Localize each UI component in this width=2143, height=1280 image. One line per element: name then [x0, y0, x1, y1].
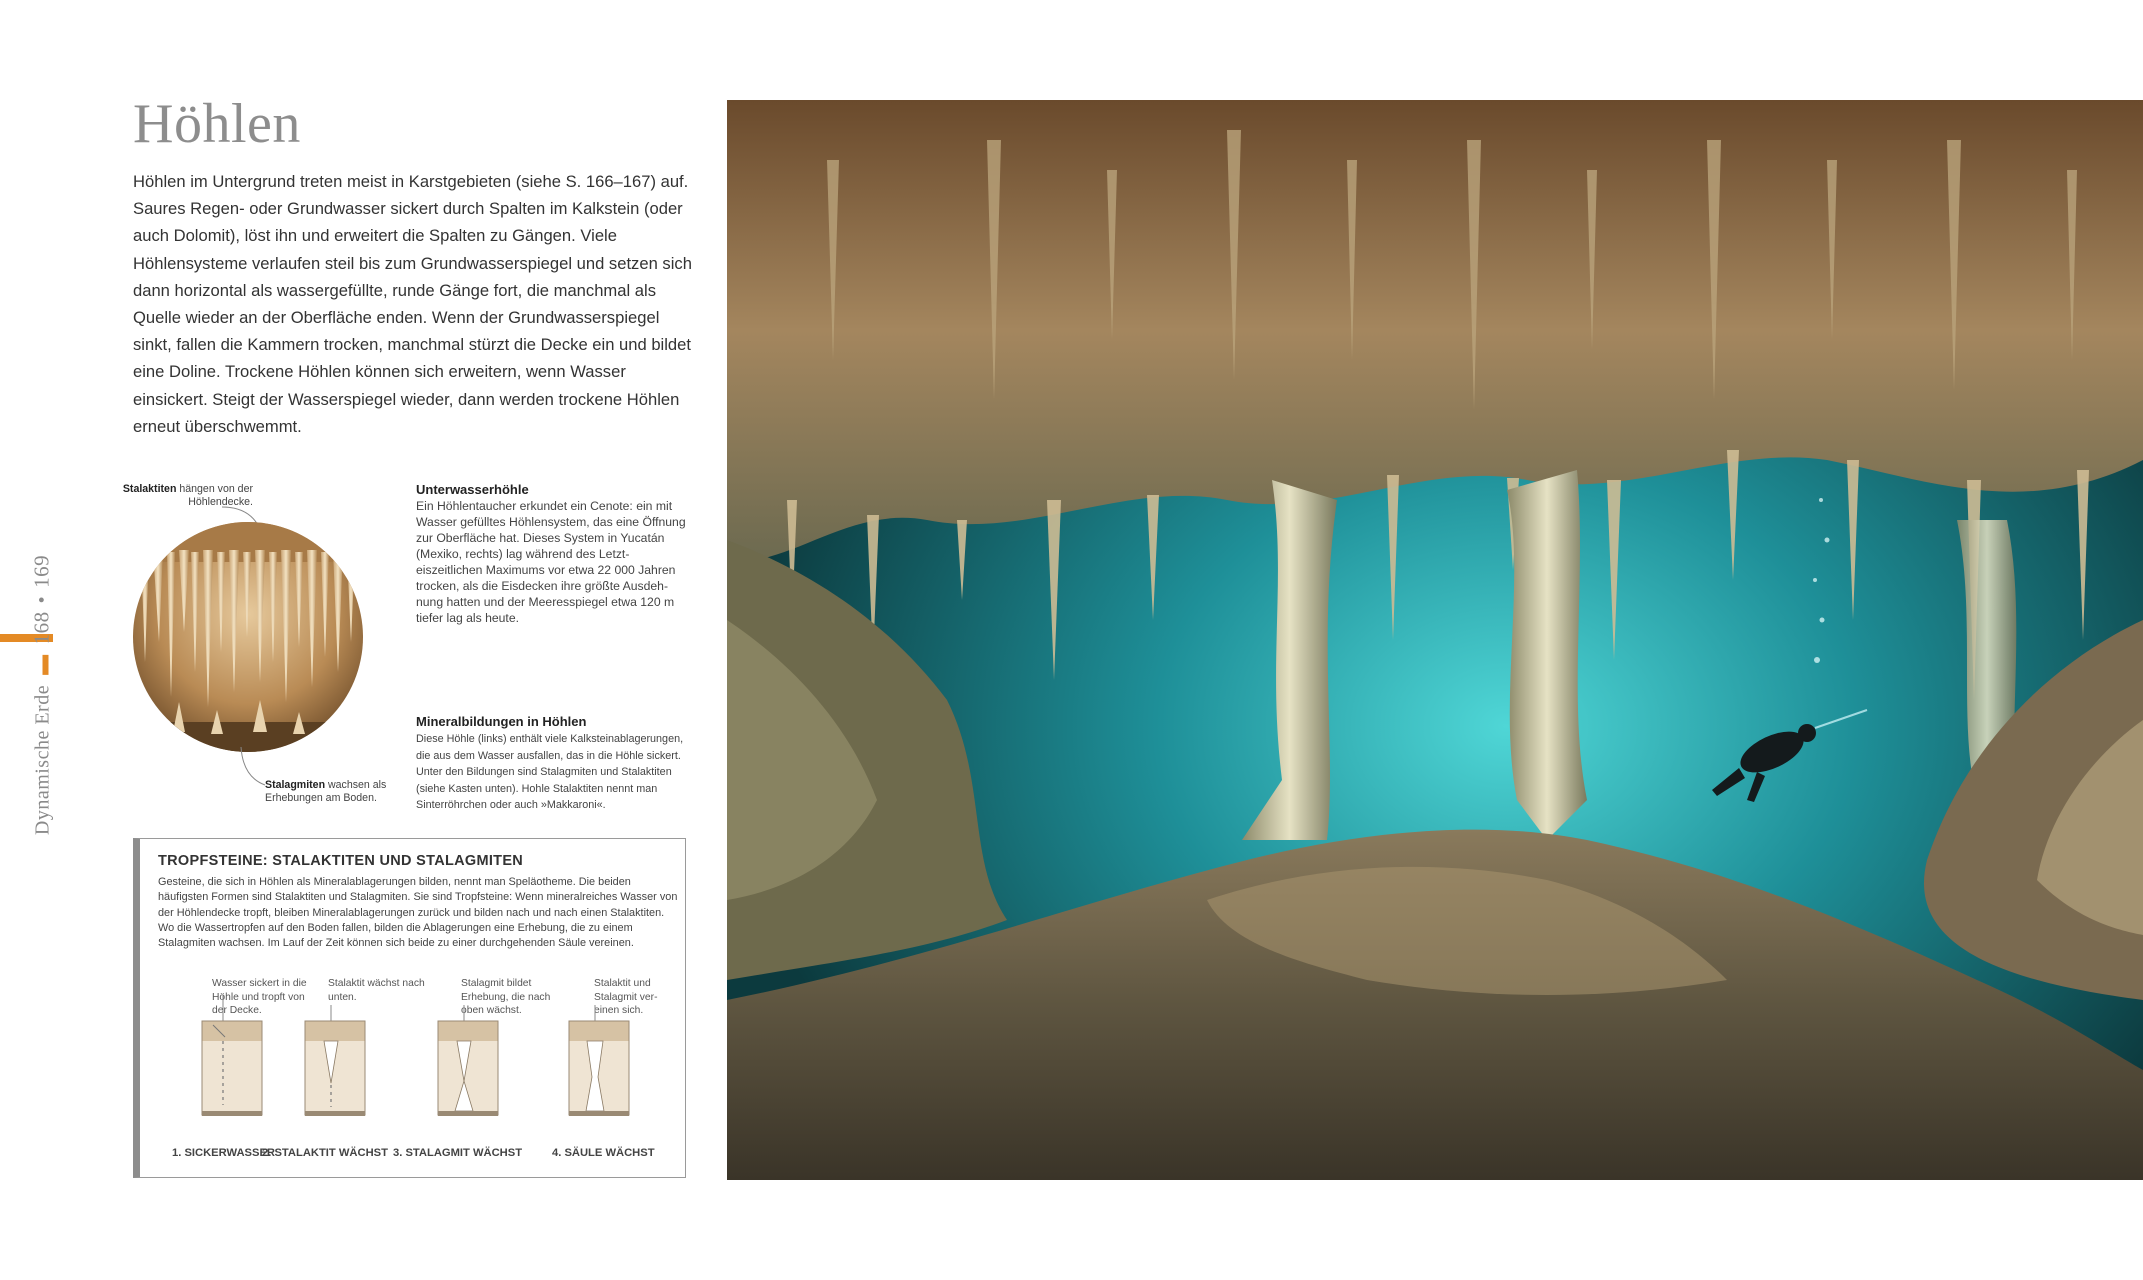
stalagmiten-desc: wachsen als Erhebungen am Boden.	[265, 779, 387, 804]
stalagmiten-term: Stalagmiten	[265, 779, 326, 791]
mineral-caption-heading: Mineralbildungen in Höhlen	[416, 714, 587, 729]
stage-caption: 1. SICKERWASSER	[172, 1147, 275, 1159]
box-body: Gesteine, die sich in Höhlen als Mineralablagerungen bilden, nennt man Speläotheme. Die beiden häufigsten Formen sind Stalaktiten und Stalagmiten. Sie sind Tropfsteine: Wenn mineralreiches Wasser von der Höhlendecke tropft, bleiben Mineralablagerungen zurück und bilden nach und nach einen Stalaktiten. Wo die Wassertropfen auf den Boden fallen, bilden die Ablagerungen eine Erhebung, die zu einem Stalagmiten wachsen. Im Lauf der Zeit können sich beide zu einer durchgehenden Säule vereinen.	[158, 876, 678, 950]
stalactite-cave-photo	[133, 522, 363, 752]
stage-caption: 2. STALAKTIT WÄCHST	[262, 1147, 388, 1159]
underwater-caption	[416, 482, 688, 626]
mineral-caption-text: Diese Höhle (links) enthält viele Kalksteinablagerungen, die aus dem Wasser ausfallen, das in die Höhle sickert. Unter den Bildungen sind Stalagmiten und Stalaktiten (siehe Kasten unten). Hohle Stalaktiten nennt man Sinterröhrchen oder auch »Makkaroni«.	[416, 733, 684, 812]
stage-note: Wasser sickert in die Höhle und tropft von der Decke.	[212, 978, 307, 1017]
stage-caption: 3. STALAGMIT WÄCHST	[393, 1147, 523, 1159]
page-separator-bar: ▬	[31, 654, 54, 675]
stage-diagram	[554, 985, 654, 1145]
stage-diagram	[187, 985, 287, 1145]
page-number-left: 168	[29, 611, 54, 645]
stage-note: Stalaktit und Stalagmit vereinen sich.	[594, 978, 658, 1017]
page-title: Höhlen	[133, 93, 301, 155]
running-header	[22, 545, 62, 845]
section-name: Dynamische Erde	[31, 684, 54, 836]
stage-note: Stalaktit wächst nach unten.	[328, 978, 425, 1003]
box-title: TROPFSTEINE: STALAKTITEN UND STALAGMITEN	[158, 853, 524, 869]
stalaktiten-desc: hängen von der Höhlendecke.	[176, 483, 253, 508]
underwater-caption-text: Ein Höhlentaucher erkundet ein Cenote: ein mit Wasser gefülltes Höhlensystem, das eine Öffnung zur Oberfläche hat. Dieses System in Yucatán (Mexiko, rechts) lag während des Letzteiszeitlichen Maximums vor etwa 22 000 Jahren trocken, als die Eisdecken ihre größte Ausdehnung hatten und der Meeresspiegel etwa 120 m tiefer lag als heute.	[416, 499, 686, 625]
underwater-caption-heading: Unterwasserhöhle	[416, 482, 529, 497]
stage-diagram	[423, 985, 523, 1145]
stage-caption: 4. SÄULE WÄCHST	[552, 1147, 655, 1159]
page-number-right: 169	[29, 554, 54, 588]
intro-paragraph: Höhlen im Untergrund treten meist in Karstgebieten (siehe S. 166–167) auf. Saures Regen- oder Grundwasser sickert durch Spalten im Kalkstein (oder auch Dolomit), löst ihn und erweitert die Spalten zu Gängen. Viele Höhlensysteme verlaufen steil bis zum Grundwasserspiegel und setzen sich dann horizontal als wassergefüllte, runde Gänge fort, die manchmal als Quelle wieder an der Oberfläche enden. Wenn der Grundwasserspiegel sinkt, fallen die Kammern trocken, manchmal stürzt die Decke ein und bildet eine Doline. Trockene Höhlen können sich erweitern, wenn Wasser einsickert. Steigt der Wasserspiegel wieder, dann werden trockene Höhlen erneut überschwemmt.	[133, 172, 692, 436]
underwater-cave-photo	[727, 100, 2143, 1180]
page-separator: •	[31, 595, 54, 604]
stalagmiten-callout	[265, 779, 405, 805]
stage-diagram	[290, 985, 390, 1145]
dripstone-info-box	[133, 838, 686, 1178]
stalaktiten-term: Stalaktiten	[122, 483, 177, 495]
mineral-caption	[416, 714, 688, 813]
stage-note: Stalagmit bildet Erhebung, die nach oben wächst.	[461, 978, 551, 1017]
